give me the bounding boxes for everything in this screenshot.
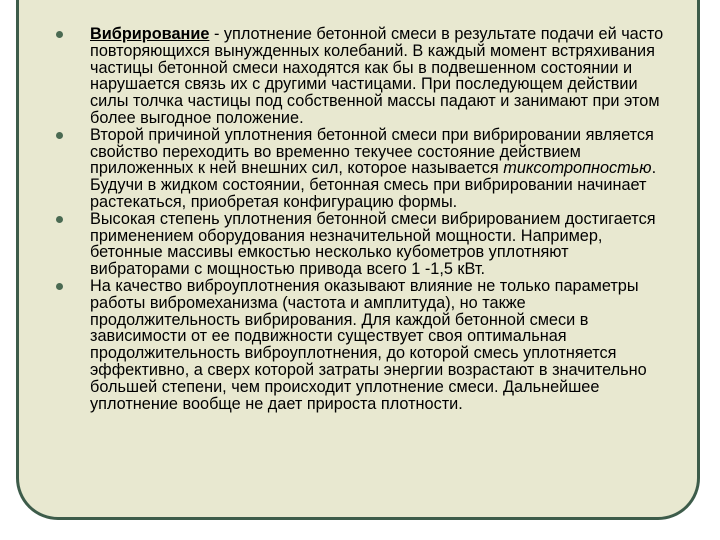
item-text: . Будучи в жидком состоянии, бетонная смесь при вибрировании начинает растекаться, приобретая конфигурацию формы. bbox=[90, 159, 657, 211]
list-item bbox=[56, 211, 666, 278]
bullet-icon bbox=[56, 216, 63, 223]
item-text: - уплотнение бетонной смеси в результате подачи ей часто повторяющихся вынужденных колебаний. В каждый момент встряхивания частицы бетонной смеси находятся как бы в подвешенном состоянии и нарушается связь их с другими частицами. При последующем действии силы толчка частицы под собственной массы падают и занимают при этом более выгодное положение. bbox=[90, 25, 664, 127]
item-text: Второй причиной уплотнения бетонной смеси при вибрировании является свойство переходить во временно текучее состояние действием приложенных к ней внешних сил, которое называется bbox=[90, 125, 654, 178]
list-item bbox=[56, 278, 666, 412]
term-vibration: Вибрирование bbox=[90, 25, 210, 43]
term-thixotropy: тиксотропностью bbox=[503, 159, 652, 178]
item-text: Высокая степень уплотнения бетонной смеси вибрированием достигается применением оборудования незначительной мощности. Например, бетонные массивы емкостью несколько кубометров уплотняют вибраторами с мощностью привода всего 1 -1,5 кВт. bbox=[90, 209, 656, 279]
bullet-list bbox=[56, 26, 666, 412]
bullet-icon bbox=[56, 31, 63, 38]
item-text: На качество виброуплотнения оказывают влияние не только параметры работы вибромеханизма (частота и амплитуда), но также продолжительность вибрирования. Для каждой бетонной смеси в зависимости от ее подвижности существует своя оптимальная продолжительность виброуплотнения, до которой смесь уплотняется эффективно, а сверх которой затраты энергии возрастают в значительно большей степени, чем происходит уплотнение смеси. Дальнейшее уплотнение вообще не дает прироста плотности. bbox=[90, 276, 647, 413]
bullet-icon bbox=[56, 132, 63, 139]
list-item bbox=[56, 127, 666, 211]
bullet-icon bbox=[56, 283, 63, 290]
list-item bbox=[56, 26, 666, 127]
